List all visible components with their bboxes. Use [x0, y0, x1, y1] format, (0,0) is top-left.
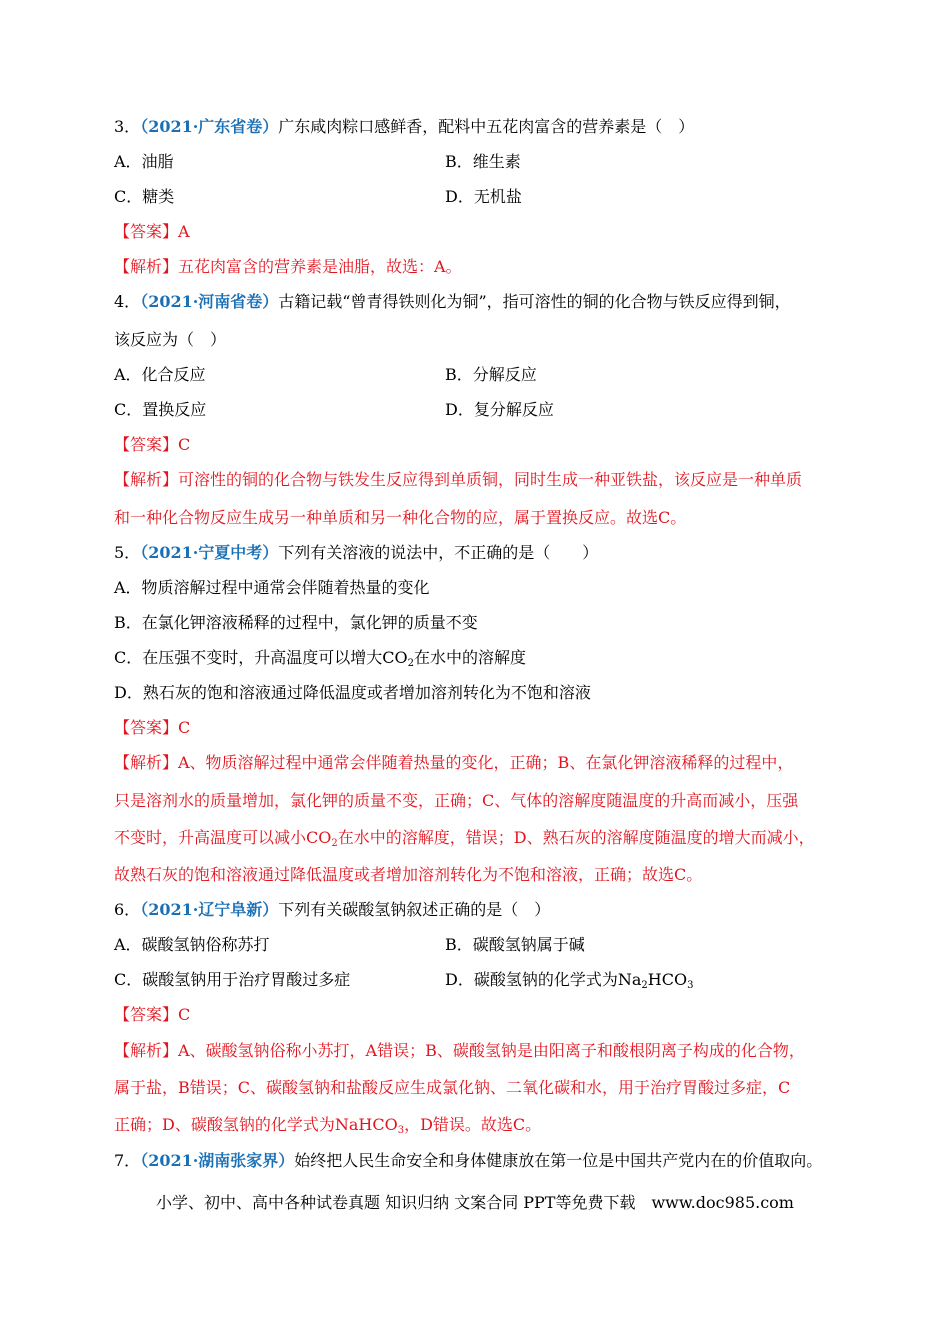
q6-options-row-2: [114, 970, 814, 990]
q3-stem: 广东咸肉粽口感鲜香，配料中五花肉富含的营养素是（ ）: [278, 117, 695, 136]
q4-option-d: D．复分解反应: [445, 400, 554, 419]
q3-answer: 【答案】A: [114, 222, 190, 241]
q6-analysis-2: 属于盐，B错误；C、碳酸氢钠和盐酸反应生成氯化钠、二氧化碳和水，用于治疗胃酸过多症，C: [114, 1078, 791, 1097]
q7-number: 7．: [114, 1151, 141, 1170]
q5-option-c-post: 在水中的溶解度: [413, 648, 526, 667]
q4-stem-1: 古籍记载“曾青得铁则化为铜”，指可溶性的铜的化合物与铁反应得到铜，: [278, 292, 791, 311]
q5-answer: 【答案】C: [114, 718, 191, 737]
q3-options-row-1: [114, 152, 814, 172]
q4-analysis-1: 【解析】可溶性的铜的化合物与铁发生反应得到单质铜，同时生成一种亚铁盐，该反应是一种单质: [114, 470, 803, 489]
q3-source: （2021·广东省卷）: [140, 117, 279, 136]
q5-stem: 下列有关溶液的说法中，不正确的是（ ）: [278, 543, 599, 562]
q5-option-d: D．熟石灰的饱和溶液通过降低温度或者增加溶剂转化为不饱和溶液: [114, 683, 591, 702]
q6-stem-line: [114, 900, 550, 920]
q5-analysis-4: 故熟石灰的饱和溶液通过降低温度或者增加溶剂转化为不饱和溶液，正确；故选C。: [114, 865, 703, 884]
q6-analysis-3-post: ，D错误。故选C。: [404, 1115, 542, 1134]
q6-options-row-1: [114, 935, 814, 955]
q6-number: 6．: [114, 900, 141, 919]
q4-option-a: A．化合反应: [114, 365, 206, 384]
q6-option-d-sub1: 2: [641, 980, 648, 991]
q5-analysis-3-post: 在水中的溶解度，错误；D、熟石灰的溶解度随温度的增大而减小，: [337, 828, 815, 847]
q6-option-b: B．碳酸氢钠属于碱: [445, 935, 585, 954]
q6-source: （2021·辽宁阜新）: [140, 900, 279, 919]
q3-number: 3．: [114, 117, 141, 136]
q4-options-row-2: [114, 400, 814, 420]
q3-stem-line: [114, 117, 694, 137]
q3-option-c: C．糖类: [114, 187, 175, 206]
q5-number: 5．: [114, 543, 141, 562]
q4-options-row-1: [114, 365, 814, 385]
q4-stem-line: [114, 292, 791, 312]
q5-source: （2021·宁夏中考）: [140, 543, 279, 562]
q6-option-c: C．碳酸氢钠用于治疗胃酸过多症: [114, 970, 351, 989]
q6-analysis-3-pre: 正确；D、碳酸氢钠的化学式为NaHCO: [114, 1115, 398, 1134]
q7-source: （2021·湖南张家界）: [140, 1151, 295, 1170]
page-footer: 小学、初中、高中各种试卷真题 知识归纳 文案合同 PPT等免费下载 www.doc985.com: [156, 1193, 794, 1212]
q3-options-row-2: [114, 187, 814, 207]
q3-option-b: B．维生素: [445, 152, 521, 171]
q5-analysis-1: 【解析】A、物质溶解过程中通常会伴随着热量的变化，正确；B、在氯化钾溶液稀释的过程中，: [114, 753, 794, 772]
q5-option-c: [114, 648, 526, 668]
q4-stem-2: 该反应为（ ）: [114, 330, 227, 349]
q5-option-c-pre: C．在压强不变时，升高温度可以增大CO: [114, 648, 408, 667]
q7-stem: 始终把人民生命安全和身体健康放在第一位是中国共产党内在的价值取向。: [294, 1151, 823, 1170]
q3-option-d: D．无机盐: [445, 187, 522, 206]
q6-analysis-1: 【解析】A、碳酸氢钠俗称小苏打，A错误；B、碳酸氢钠是由阳离子和酸根阴离子构成的化合物，: [114, 1041, 805, 1060]
q6-option-d: [445, 970, 693, 990]
q6-option-d-pre: D．碳酸氢钠的化学式为Na: [445, 970, 642, 989]
q5-analysis-3: [114, 828, 815, 848]
q4-answer: 【答案】C: [114, 435, 191, 454]
q4-number: 4．: [114, 292, 141, 311]
q6-answer: 【答案】C: [114, 1005, 191, 1024]
q6-option-d-mid: HCO: [647, 970, 688, 989]
q7-stem-line: [114, 1151, 822, 1171]
q6-option-a: A．碳酸氢钠俗称苏打: [114, 935, 270, 954]
q4-source: （2021·河南省卷）: [140, 292, 279, 311]
q5-analysis-3-pre: 不变时，升高温度可以减小CO: [114, 828, 332, 847]
q5-analysis-2: 只是溶剂水的质量增加，氯化钾的质量不变，正确；C、气体的溶解度随温度的升高而减小，压强: [114, 791, 799, 810]
q3-analysis: 【解析】五花肉富含的营养素是油脂，故选：A。: [114, 257, 462, 276]
q5-stem-line: [114, 543, 598, 563]
q3-option-a: A．油脂: [114, 152, 174, 171]
q6-option-d-sub2: 3: [687, 980, 694, 991]
q5-option-c-sub: 2: [407, 658, 414, 669]
q6-analysis-3: [114, 1115, 541, 1135]
q5-option-b: B．在氯化钾溶液稀释的过程中，氯化钾的质量不变: [114, 613, 478, 632]
q6-stem: 下列有关碳酸氢钠叙述正确的是（ ）: [278, 900, 551, 919]
q4-analysis-2: 和一种化合物反应生成另一种单质和另一种化合物的应，属于置换反应。故选C。: [114, 508, 687, 527]
q4-option-c: C．置换反应: [114, 400, 207, 419]
q5-option-a: A．物质溶解过程中通常会伴随着热量的变化: [114, 578, 430, 597]
q6-analysis-3-sub: 3: [397, 1125, 405, 1136]
q4-option-b: B．分解反应: [445, 365, 537, 384]
q5-analysis-3-sub: 2: [331, 838, 338, 849]
